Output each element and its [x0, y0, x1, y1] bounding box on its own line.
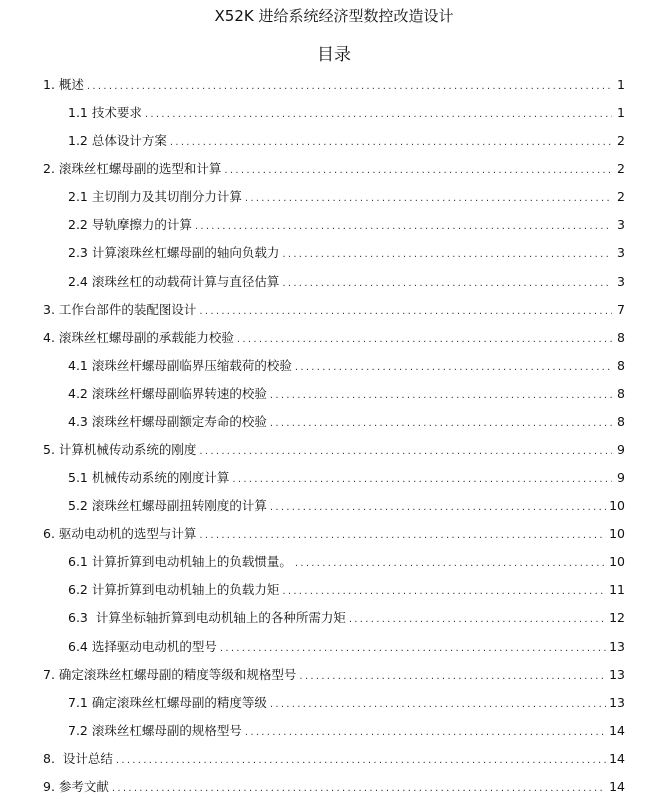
toc-heading: 目录: [317, 45, 351, 65]
toc-leader-dots: [270, 695, 606, 715]
toc-entry-page: 8: [617, 357, 625, 373]
toc-entry-label: 4. 滚珠丝杠螺母副的承载能力校验: [43, 329, 234, 345]
toc-leader-dots: [270, 386, 612, 406]
toc-leader-dots: [195, 217, 612, 237]
toc-entry-label: 2.2 导轨摩擦力的计算: [68, 217, 192, 233]
toc-leader-dots: [199, 526, 606, 546]
toc-leader-dots: [299, 667, 606, 687]
toc-leader-dots: [282, 245, 612, 265]
toc-leader-dots: [145, 105, 612, 125]
toc-entry[interactable]: [43, 637, 625, 665]
toc-entry-page: 14: [609, 722, 625, 738]
toc-leader-dots: [112, 779, 606, 799]
toc-entry-label: 6. 驱动电动机的选型与计算: [43, 526, 197, 542]
toc-entry-page: 13: [609, 638, 625, 654]
toc-entry-label: 1.2 总体设计方案: [68, 133, 167, 149]
toc-entry[interactable]: [43, 103, 625, 131]
toc-entry-label: 7.2 滚珠丝杠螺母副的规格型号: [68, 722, 242, 738]
toc-leader-dots: [170, 133, 612, 153]
toc-entry-page: 2: [617, 161, 625, 177]
toc-entry-label: 5.1 机械传动系统的刚度计算: [68, 470, 230, 486]
toc-entry-page: 7: [617, 301, 625, 317]
toc-leader-dots: [270, 414, 612, 434]
toc-entry-label: 6.1 计算折算到电动机轴上的负载惯量。: [68, 554, 292, 570]
toc-leader-dots: [295, 358, 612, 378]
toc-entry[interactable]: [43, 384, 625, 412]
table-of-contents: [43, 75, 625, 805]
toc-entry[interactable]: [43, 187, 625, 215]
toc-entry-page: 1: [617, 77, 625, 92]
toc-leader-dots: [116, 751, 606, 771]
toc-entry-label: 4.2 滚珠丝杆螺母副临界转速的校验: [68, 385, 267, 401]
toc-entry-page: 3: [617, 245, 625, 261]
toc-entry-label: 2.1 主切削力及其切削分力计算: [68, 189, 242, 205]
toc-entry-page: 10: [609, 554, 625, 570]
toc-entry-page: 8: [617, 413, 625, 429]
toc-entry-label: 2.3 计算滚珠丝杠螺母副的轴向负载力: [68, 245, 280, 261]
toc-entry[interactable]: [43, 665, 625, 693]
toc-entry[interactable]: [43, 693, 625, 721]
toc-entry-label: 7. 确定滚珠丝杠螺母副的精度等级和规格型号: [43, 666, 297, 682]
toc-entry-page: 9: [617, 470, 625, 486]
toc-entry[interactable]: [43, 440, 625, 468]
toc-leader-dots: [245, 723, 606, 743]
toc-leader-dots: [232, 470, 612, 490]
toc-entry-label: 7.1 确定滚珠丝杠螺母副的精度等级: [68, 694, 267, 710]
toc-leader-dots: [224, 161, 612, 181]
toc-entry-label: 5. 计算机械传动系统的刚度: [43, 442, 197, 458]
toc-entry[interactable]: [43, 328, 625, 356]
toc-entry-page: 10: [609, 526, 625, 542]
toc-entry[interactable]: [43, 215, 625, 243]
toc-entry-page: 12: [609, 610, 625, 626]
toc-entry[interactable]: [43, 552, 625, 580]
document-title: X52K 进给系统经济型数控改造设计: [214, 7, 454, 25]
toc-entry-page: 3: [617, 217, 625, 233]
toc-entry[interactable]: [43, 159, 625, 187]
toc-entry-label: 4.3 滚珠丝杆螺母副额定寿命的校验: [68, 413, 267, 429]
toc-entry[interactable]: [43, 356, 625, 384]
toc-leader-dots: [295, 554, 606, 574]
toc-entry-label: 2.4 滚珠丝杠的动载荷计算与直径估算: [68, 273, 280, 289]
toc-entry[interactable]: [43, 75, 625, 103]
toc-entry-label: 2. 滚珠丝杠螺母副的选型和计算: [43, 161, 222, 177]
toc-entry-page: 11: [609, 582, 625, 598]
toc-entry-label: 6.4 选择驱动电动机的型号: [68, 638, 217, 654]
toc-entry[interactable]: [43, 721, 625, 749]
toc-entry-page: 13: [609, 694, 625, 710]
toc-entry[interactable]: [43, 524, 625, 552]
toc-entry[interactable]: [43, 468, 625, 496]
toc-entry-page: 3: [617, 273, 625, 289]
toc-entry-label: 6.3 计算坐标轴折算到电动机轴上的各种所需力矩: [68, 610, 346, 626]
toc-leader-dots: [87, 77, 612, 97]
toc-entry[interactable]: [43, 608, 625, 636]
toc-entry-page: 1: [617, 105, 625, 121]
toc-entry-page: 9: [617, 442, 625, 458]
toc-entry-label: 4.1 滚珠丝杆螺母副临界压缩载荷的校验: [68, 357, 292, 373]
toc-entry-label: 5.2 滚珠丝杠螺母副扭转刚度的计算: [68, 498, 267, 514]
toc-entry[interactable]: [43, 272, 625, 300]
toc-entry[interactable]: [43, 496, 625, 524]
toc-leader-dots: [199, 302, 612, 322]
toc-entry-label: 3. 工作台部件的装配图设计: [43, 301, 197, 317]
toc-entry-page: 2: [617, 189, 625, 205]
toc-entry[interactable]: [43, 243, 625, 271]
toc-entry-label: 1. 概述: [43, 77, 84, 92]
toc-entry-page: 13: [609, 666, 625, 682]
toc-entry-page: 8: [617, 385, 625, 401]
toc-entry[interactable]: [43, 300, 625, 328]
toc-entry-page: 2: [617, 133, 625, 149]
toc-entry[interactable]: [43, 412, 625, 440]
toc-leader-dots: [282, 274, 612, 294]
toc-leader-dots: [237, 330, 612, 350]
toc-entry[interactable]: [43, 777, 625, 805]
toc-entry[interactable]: [43, 749, 625, 777]
toc-leader-dots: [349, 610, 606, 630]
toc-entry-label: 6.2 计算折算到电动机轴上的负载力矩: [68, 582, 280, 598]
toc-leader-dots: [245, 189, 612, 209]
toc-entry-label: 9. 参考文献: [43, 778, 109, 794]
toc-entry-label: 8. 设计总结: [43, 750, 113, 766]
toc-entry-page: 8: [617, 329, 625, 345]
toc-entry[interactable]: [43, 580, 625, 608]
toc-leader-dots: [220, 639, 606, 659]
toc-entry-page: 10: [609, 498, 625, 514]
toc-entry[interactable]: [43, 131, 625, 159]
toc-entry-page: 14: [609, 750, 625, 766]
toc-leader-dots: [282, 582, 606, 602]
toc-entry-label: 1.1 技术要求: [68, 105, 142, 121]
toc-leader-dots: [270, 498, 606, 518]
toc-leader-dots: [199, 442, 612, 462]
toc-entry-page: 14: [609, 778, 625, 794]
